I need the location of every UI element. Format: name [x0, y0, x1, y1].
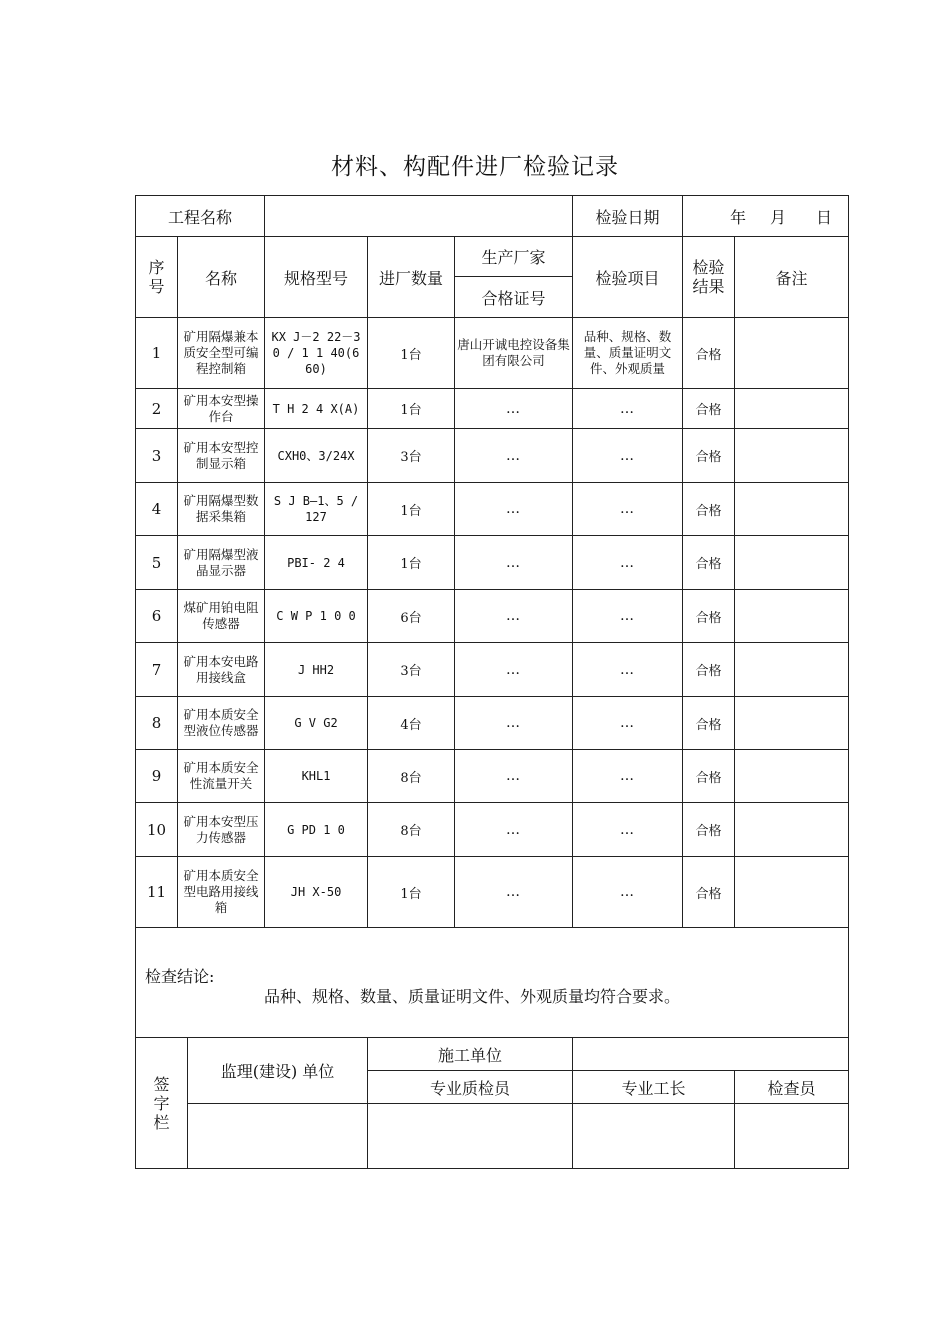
date-year: 年: [730, 207, 747, 227]
row-remark: [735, 429, 849, 483]
table-row: [136, 429, 849, 483]
row-manufacturer: …: [455, 803, 573, 857]
signature-row-3: [136, 1104, 849, 1169]
row-remark: [735, 803, 849, 857]
inspector-signature: [735, 1104, 849, 1169]
quality-inspector-label: 专业质检员: [368, 1071, 573, 1104]
col-qty: 进厂数量: [368, 237, 455, 318]
row-number: 11: [136, 857, 178, 928]
row-number: 1: [136, 318, 178, 389]
row-items: …: [573, 750, 683, 803]
row-remark: [735, 643, 849, 697]
row-name: 矿用本质安全型液位传感器: [178, 697, 265, 750]
inspection-date-label: 检验日期: [573, 196, 683, 237]
table-row: [136, 697, 849, 750]
signature-label: 签字栏: [136, 1038, 188, 1169]
row-number: 4: [136, 483, 178, 536]
row-remark: [735, 750, 849, 803]
supervisor-label: 监理(建设) 单位: [188, 1038, 368, 1104]
inspection-date-value: [683, 196, 849, 237]
col-manufacturer: 生产厂家: [455, 237, 573, 277]
conclusion-row: [136, 928, 849, 1038]
row-qty: 1台: [368, 536, 455, 590]
row-model: PBI- 2 4: [265, 536, 368, 590]
table-row: [136, 318, 849, 389]
col-items: 检验项目: [573, 237, 683, 318]
row-name: 矿用本安型压力传感器: [178, 803, 265, 857]
row-number: 2: [136, 389, 178, 429]
row-model: S J B—1、5 / 127: [265, 483, 368, 536]
foreman-signature: [573, 1104, 735, 1169]
row-manufacturer: …: [455, 429, 573, 483]
row-name: 矿用本安电路用接线盒: [178, 643, 265, 697]
row-name: 矿用本质安全型电路用接线箱: [178, 857, 265, 928]
row-items: …: [573, 643, 683, 697]
table-row: [136, 750, 849, 803]
page-title: 材料、构配件进厂检验记录: [331, 154, 619, 180]
row-manufacturer: …: [455, 483, 573, 536]
row-result: 合格: [683, 750, 735, 803]
row-items: …: [573, 857, 683, 928]
row-remark: [735, 483, 849, 536]
row-manufacturer: …: [455, 590, 573, 643]
row-qty: 1台: [368, 483, 455, 536]
row-manufacturer: 唐山开诚电控设备集团有限公司: [455, 318, 573, 389]
row-result: 合格: [683, 803, 735, 857]
row-model: JH X-50: [265, 857, 368, 928]
row-name: 矿用隔爆兼本质安全型可编程控制箱: [178, 318, 265, 389]
row-name: 矿用本安型操作台: [178, 389, 265, 429]
date-month: 月: [770, 207, 787, 227]
col-result: 检验结果: [683, 237, 735, 318]
row-result: 合格: [683, 536, 735, 590]
row-remark: [735, 590, 849, 643]
conclusion-text: 品种、规格、数量、质量证明文件、外观质量均符合要求。: [264, 987, 681, 1006]
inspector-label: 检查员: [735, 1071, 849, 1104]
row-result: 合格: [683, 389, 735, 429]
table-row: [136, 643, 849, 697]
row-items: …: [573, 429, 683, 483]
row-qty: 1台: [368, 857, 455, 928]
row-items: …: [573, 803, 683, 857]
row-model: J HH2: [265, 643, 368, 697]
row-remark: [735, 697, 849, 750]
row-result: 合格: [683, 429, 735, 483]
row-manufacturer: …: [455, 697, 573, 750]
table-row: [136, 590, 849, 643]
row-number: 5: [136, 536, 178, 590]
row-result: 合格: [683, 318, 735, 389]
row-remark: [735, 536, 849, 590]
foreman-label: 专业工长: [573, 1071, 735, 1104]
row-result: 合格: [683, 483, 735, 536]
row-model: KX J－2 22－3 0 / 1 1 40(6 60): [265, 318, 368, 389]
row-qty: 1台: [368, 318, 455, 389]
row-name: 矿用隔爆型液晶显示器: [178, 536, 265, 590]
row-qty: 6台: [368, 590, 455, 643]
row-number: 6: [136, 590, 178, 643]
row-qty: 8台: [368, 750, 455, 803]
row-model: G V G2: [265, 697, 368, 750]
row-qty: 3台: [368, 643, 455, 697]
row-name: 煤矿用铂电阻传感器: [178, 590, 265, 643]
table-row: [136, 536, 849, 590]
contractor-label: 施工单位: [368, 1038, 573, 1071]
row-manufacturer: …: [455, 643, 573, 697]
col-name: 名称: [178, 237, 265, 318]
row-model: KHL1: [265, 750, 368, 803]
col-model: 规格型号: [265, 237, 368, 318]
col-certificate: 合格证号: [455, 277, 573, 318]
table-row: [136, 857, 849, 928]
row-qty: 3台: [368, 429, 455, 483]
row-number: 8: [136, 697, 178, 750]
contractor-value: [573, 1038, 849, 1071]
quality-inspector-signature: [368, 1104, 573, 1169]
project-name-value: [265, 196, 573, 237]
row-remark: [735, 857, 849, 928]
row-items: …: [573, 483, 683, 536]
row-manufacturer: …: [455, 750, 573, 803]
row-number: 10: [136, 803, 178, 857]
project-row: [136, 196, 849, 237]
row-result: 合格: [683, 857, 735, 928]
row-name: 矿用隔爆型数据采集箱: [178, 483, 265, 536]
row-items: …: [573, 590, 683, 643]
project-name-label: 工程名称: [136, 196, 265, 237]
row-items: …: [573, 536, 683, 590]
supervisor-signature: [188, 1104, 368, 1169]
row-manufacturer: …: [455, 536, 573, 590]
row-items: …: [573, 389, 683, 429]
row-qty: 8台: [368, 803, 455, 857]
row-model: T H 2 4 X(A): [265, 389, 368, 429]
row-remark: [735, 389, 849, 429]
row-model: CXH0、3/24X: [265, 429, 368, 483]
signature-row-1: [136, 1038, 849, 1071]
row-result: 合格: [683, 697, 735, 750]
column-header-row: [136, 237, 849, 277]
row-manufacturer: …: [455, 857, 573, 928]
row-result: 合格: [683, 590, 735, 643]
row-items: 品种、规格、数量、质量证明文件、外观质量: [573, 318, 683, 389]
row-model: G PD 1 0: [265, 803, 368, 857]
row-number: 9: [136, 750, 178, 803]
table-row: [136, 483, 849, 536]
col-remark: 备注: [735, 237, 849, 318]
date-day: 日: [816, 207, 833, 227]
row-result: 合格: [683, 643, 735, 697]
row-name: 矿用本安型控制显示箱: [178, 429, 265, 483]
row-number: 7: [136, 643, 178, 697]
row-name: 矿用本质安全性流量开关: [178, 750, 265, 803]
row-qty: 1台: [368, 389, 455, 429]
row-manufacturer: …: [455, 389, 573, 429]
table-row: [136, 389, 849, 429]
row-remark: [735, 318, 849, 389]
conclusion-cell: [136, 928, 849, 1038]
col-seq: 序号: [136, 237, 178, 318]
row-qty: 4台: [368, 697, 455, 750]
row-model: C W P 1 0 0: [265, 590, 368, 643]
conclusion-label: 检查结论:: [145, 967, 215, 986]
inspection-record-table: [135, 195, 849, 1169]
row-items: …: [573, 697, 683, 750]
table-row: [136, 803, 849, 857]
row-number: 3: [136, 429, 178, 483]
